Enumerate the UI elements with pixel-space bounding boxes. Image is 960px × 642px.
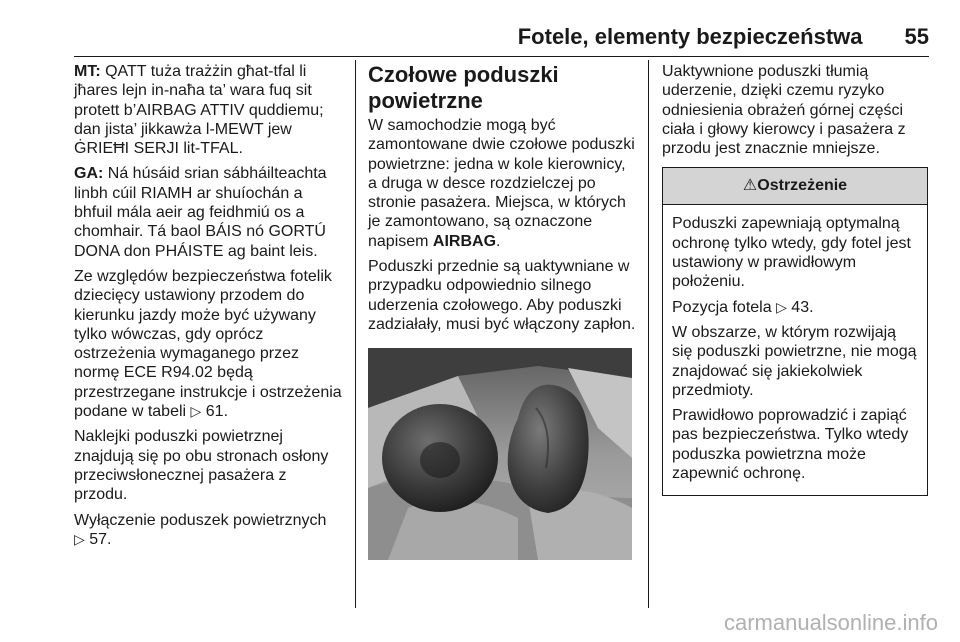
- activation-paragraph: Poduszki przednie są uaktywniane w przypadku odpowiednio silnego uderzenia czołowego. Aby poduszki zadziałały, musi być włączony zapłon.: [368, 258, 636, 333]
- page-ref-arrow-icon: ▷: [74, 530, 85, 547]
- intro-paragraph: W samochodzie mogą być zamontowane dwie czołowe poduszki powietrzne: jedna w kole kierownicy, a druga w desce rozdzielczej po stronie pasażera. Miejsca, w których je zamontowano, są oznaczone napisem AIRBAG.: [368, 117, 635, 250]
- warning-text-2: Pozycja fotela ▷ 43.: [672, 298, 814, 316]
- page-ref[interactable]: 43.: [791, 298, 814, 316]
- page-ref[interactable]: 57.: [89, 530, 112, 548]
- irish-warning: GA: Ná húsáid srian sábháilteachta linbh cúil RIAMH ar shuíochán a bhfuil mála aeir ag feidhmiú os a chomhair. Tá baol BÁIS nó GORTÚ DONA don PHÁISTE ag baint leis.: [74, 165, 327, 260]
- airbag-labels-paragraph: Naklejki poduszki powietrznej znajdują się po obu stronach osłony przeciwsłonecznej pasażera z przodu.: [74, 428, 329, 504]
- section-heading: Czołowe poduszki powietrzne: [368, 62, 559, 113]
- column-divider-1: [355, 60, 356, 608]
- page-ref-arrow-icon: ▷: [776, 298, 787, 315]
- warning-text-3: W obszarze, w którym rozwijają się poduszki powietrzne, nie mogą znajdować się jakiekolwiek przedmioty.: [672, 323, 917, 399]
- warning-box: [662, 167, 928, 496]
- column-2: [368, 62, 638, 560]
- warning-title: Ostrzeżenie: [757, 177, 848, 195]
- deactivation-paragraph: Wyłączenie poduszek powietrznych ▷ 57.: [74, 511, 327, 548]
- effect-paragraph: Uaktywnione poduszki tłumią uderzenie, dzięki czemu ryzyko odniesienia obrażeń górnej części ciała i głowy kierowcy i pasażera z przodu jest znacznie mniejsze.: [662, 63, 906, 158]
- warning-header: [663, 168, 927, 205]
- column-3: [662, 62, 930, 496]
- column-divider-2: [648, 60, 649, 608]
- warning-icon: ⚠: [742, 177, 758, 195]
- page-number: 55: [904, 24, 929, 49]
- lang-label-mt: MT:: [74, 63, 101, 80]
- column-1: [74, 62, 344, 555]
- page-ref[interactable]: 61.: [205, 403, 229, 421]
- warning-text-4: Prawidłowo poprowadzić i zapiąć pas bezpieczeństwa. Tylko wtedy poduszka powietrzna może zapewnić ochronę.: [672, 407, 909, 483]
- airbag-photo: [368, 348, 632, 560]
- warning-text-1: Poduszki zapewniają optymalną ochronę tylko wtedy, gdy fotel jest ustawiony w prawidłowym położeniu.: [672, 215, 911, 291]
- warning-body: [663, 205, 927, 495]
- child-seat-paragraph: Ze względów bezpieczeństwa fotelik dziecięcy ustawiony przodem do kierunku jazdy może być używany tylko wówczas, gdy oprócz ostrzeżenia wymaganego przez normę ECE R94.02 będą przestrzegane instrukcje i ostrzeżenia podane w tabeli ▷ 61.: [74, 267, 342, 421]
- airbag-term: AIRBAG: [432, 232, 497, 250]
- watermark: carmanualsonline.info: [723, 610, 938, 635]
- header-rule: [74, 56, 929, 57]
- page-header: [74, 22, 929, 52]
- maltese-warning: MT: QATT tuża trażżin għat-tfal li jħares lejn in-naħa ta’ wara fuq sit protett b’AIRBAG ATTIV quddiemu; dan jista’ jikkawża l-MEWT jew ĠRIEĦI SERJI lit-TFAL.: [74, 63, 324, 158]
- page-ref-arrow-icon: ▷: [190, 403, 202, 420]
- lang-label-ga: GA:: [74, 165, 104, 183]
- section-title: Fotele, elementy bezpieczeństwa: [517, 24, 863, 49]
